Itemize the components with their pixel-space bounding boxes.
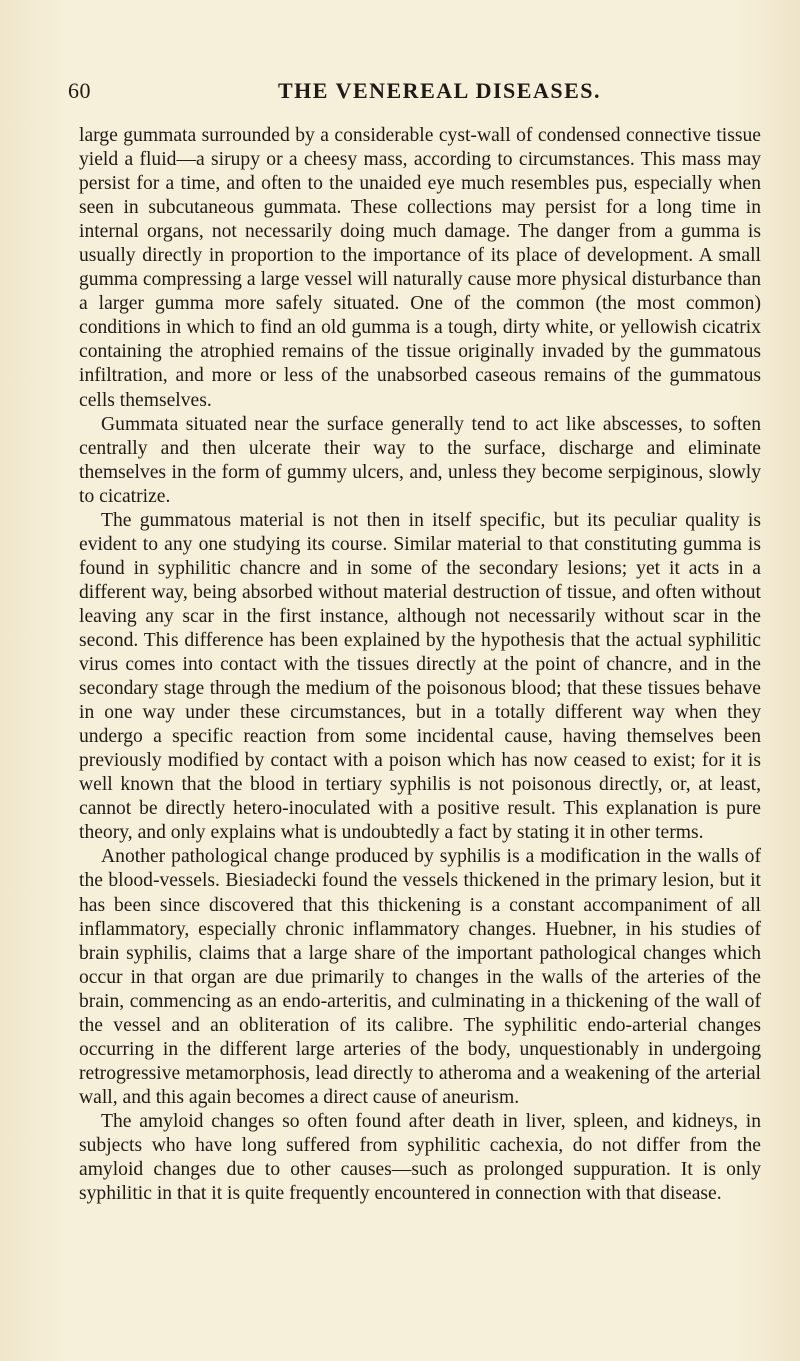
paragraph-blood-vessels: Another pathological change produced by syphilis is a modification in the walls of the blood-vessels. Biesiadecki found the vessels thickened in the primary lesion, but it has been since discovered that this thickening is a constant accompaniment of all inflammatory, especially chronic inflammatory changes. Huebner, in his studies of brain syphilis, claims that a large share of the important pathological changes which occur in that organ are due primarily to changes in the walls of the arteries of the brain, commencing as an endo-arteritis, and culminating in a thickening of the wall of the vessel and an obliteration of its calibre. The syphilitic endo-arterial changes occurring in the different large arteries of the body, unquestionably in undergoing retrogressive metamorphosis, lead directly to atheroma and a weakening of the arterial wall, and this again becomes a direct cause of aneurism. <box>79 846 761 1108</box>
paragraph-amyloid-changes: The amyloid changes so often found after death in liver, spleen, and kidneys, in subjects who have long suffered from syphilitic cachexia, do not differ from the amyloid changes due to other causes—such as prolonged suppuration. It is only syphilitic in that it is quite frequently encountered in connection with that disease. <box>79 1110 761 1205</box>
running-head: THE VENEREAL DISEASES. <box>278 78 601 103</box>
paragraph-gummata-fluid: large gummata surrounded by a considerable cyst-wall of condensed connective tissue yield a fluid—a sirupy or a cheesy mass, according to circumstances. This mass may persist for a time, and often to the unaided eye much resembles pus, especially when seen in subcutaneous gummata. These collections may persist for a long time in internal organs, not necessarily doing much damage. The danger from a gumma is usually directly in proportion to the importance of its place of development. A small gumma compressing a large vessel will naturally cause more physical disturbance than a larger gumma more safely situated. One of the common (the most common) conditions in which to find an old gumma is a tough, dirty white, or yellowish cicatrix containing the atrophied remains of the tissue originally invaded by the gummatous infiltration, and more or less of the unabsorbed caseous remains of the gummatous cells themselves. <box>79 125 761 411</box>
body-text <box>79 124 761 1206</box>
paragraph-gummata-surface: Gummata situated near the surface generally tend to act like abscesses, to soften centrally and then ulcerate their way to the surface, discharge and eliminate themselves in the form of gummy ulcers, and, unless they become serpiginous, slowly to cicatrize. <box>79 413 761 507</box>
paragraph-gummatous-material: The gummatous material is not then in itself specific, but its peculiar quality is evident to any one studying its course. Similar material to that constituting gumma is found in syphilitic chancre and in some of the secondary lesions; yet it acts in a different way, being absorbed without material destruction of tissue, and often without leaving any scar in the first instance, although not necessarily without scar in the second. This difference has been explained by the hypothesis that the actual syphilitic virus comes into contact with the tissues directly at the point of chancre, and in the secondary stage through the medium of the poisonous blood; that these tissues behave in one way under these circumstances, but in a totally different way when they undergo a specific reaction from some incidental cause, having themselves been previously modified by contact with a poison which has now ceased to exist; for it is well known that the blood in tertiary syphilis is not poisonous directly, or, at least, cannot be directly hetero-inoculated with a positive result. This explanation is pure theory, and only explains what is undoubtedly a fact by stating it in other terms. <box>79 509 761 844</box>
page-header <box>68 78 768 108</box>
page-number: 60 <box>68 78 91 103</box>
